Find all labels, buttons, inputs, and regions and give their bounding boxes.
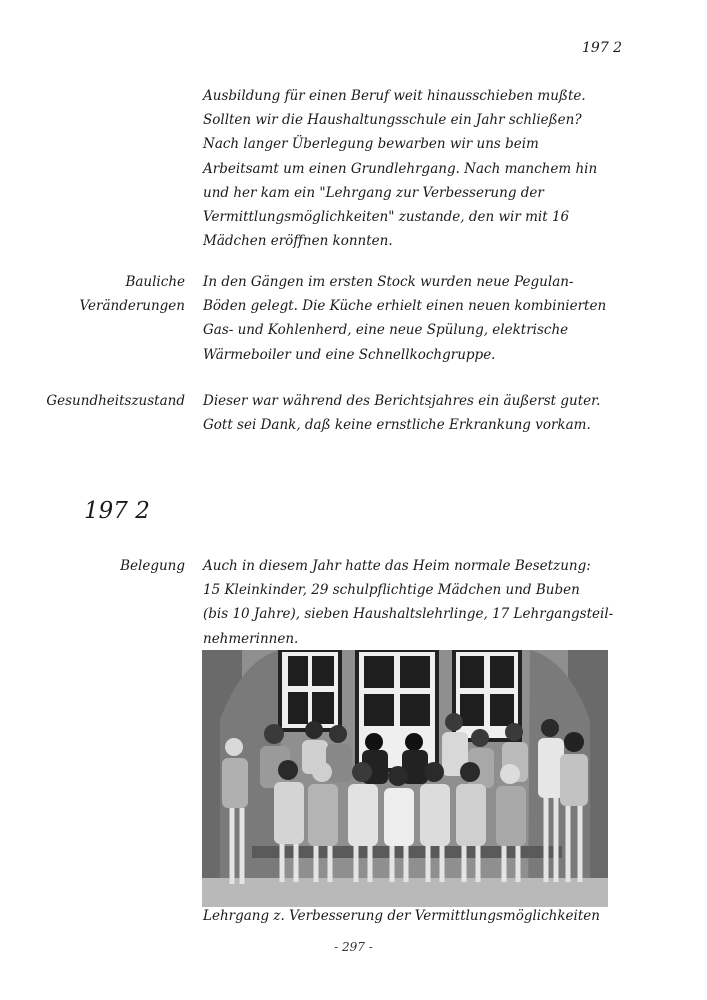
photo-caption: Lehrgang z. Verbesserung der Vermittlungsmöglichkeiten <box>203 908 600 924</box>
text-line: Nach langer Überlegung bewarben wir uns beim <box>203 136 539 153</box>
text-line: Vermittlungsmöglichkeiten" zustande, den wir mit 16 <box>203 209 570 226</box>
group-photo <box>202 650 608 907</box>
text-line: Wärmeboiler und eine Schnellkochgruppe. <box>203 346 496 363</box>
text-line: und her kam ein "Lehrgang zur Verbesserung der <box>203 184 544 201</box>
text-line: Auch in diesem Jahr hatte das Heim normale Besetzung: <box>203 558 591 574</box>
page-number: - 297 - <box>334 940 373 954</box>
label-line: Bauliche <box>125 274 185 290</box>
text-line: Mädchen eröffnen konnten. <box>203 233 393 250</box>
text-line: Böden gelegt. Die Küche erhielt einen neuen kombinierten <box>203 298 607 315</box>
text-line: (bis 10 Jahre), sieben Haushaltslehrlinge, 17 Lehrgangsteil- <box>203 606 614 623</box>
section-label-bauliche <box>80 270 186 318</box>
text-line: nehmerinnen. <box>203 630 299 647</box>
photo-ground <box>202 878 608 907</box>
page-header-year: 197 2 <box>582 40 623 56</box>
text-line: Gas- und Kohlenherd, eine neue Spülung, elektrische <box>203 322 569 339</box>
section-label-belegung <box>120 554 185 578</box>
text-line: Arbeitsamt um einen Grundlehrgang. Nach manchem hin <box>203 160 598 177</box>
section-text-bauliche <box>203 270 643 367</box>
year-heading: 197 2 <box>84 498 150 524</box>
label-line: Belegung <box>120 558 185 574</box>
section-text-gesundheit <box>203 389 643 437</box>
text-line: Ausbildung für einen Beruf weit hinausschieben mußte. <box>203 88 586 104</box>
text-line: Dieser war während des Berichtsjahres ein äußerst guter. <box>203 393 601 409</box>
text-line: Gott sei Dank, daß keine ernstliche Erkrankung vorkam. <box>203 417 591 434</box>
section-label-gesundheit <box>46 389 185 413</box>
text-line: In den Gängen im ersten Stock wurden neue Pegulan- <box>203 274 574 290</box>
label-line: Gesundheitszustand <box>46 393 185 409</box>
text-line: 15 Kleinkinder, 29 schulpflichtige Mädchen und Buben <box>203 582 580 599</box>
section-text-belegung <box>203 554 643 651</box>
text-line: Sollten wir die Haushaltungsschule ein Jahr schließen? <box>203 112 582 129</box>
intro-paragraph <box>203 84 643 253</box>
label-line: Veränderungen <box>79 298 185 315</box>
